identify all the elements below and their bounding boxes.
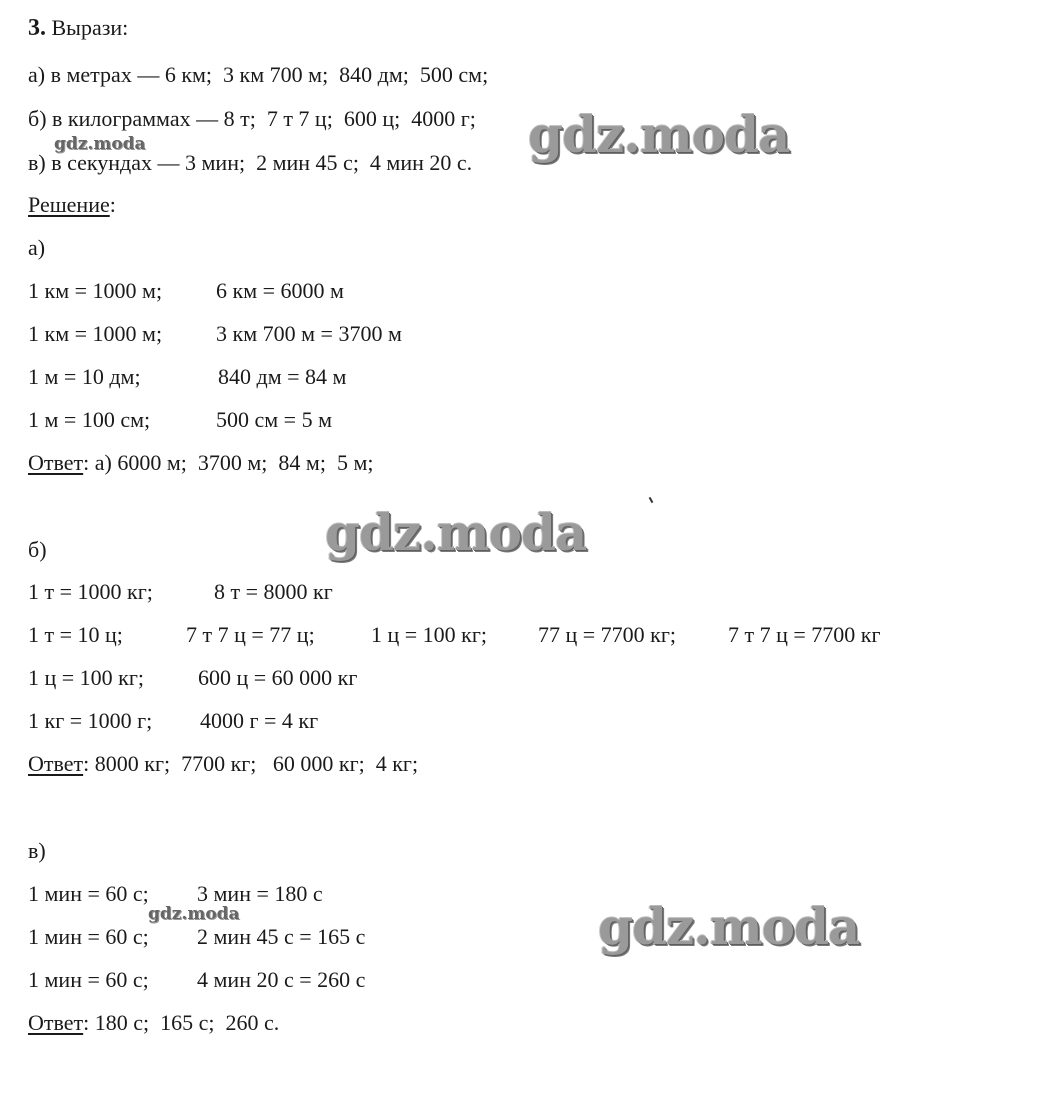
equation: 7 т 7 ц = 77 ц; [186, 622, 315, 647]
equation: 1 м = 10 дм; [28, 364, 141, 389]
part-a-answer [28, 452, 373, 474]
equation: 4 мин 20 с = 260 с [197, 967, 366, 992]
part-b-row [28, 581, 333, 603]
equation: 1 т = 10 ц; [28, 622, 123, 647]
watermark-small: gdz.moda [148, 904, 240, 924]
equation: 1 т = 1000 кг; [28, 579, 153, 604]
equation: 1 км = 1000 м; [28, 278, 163, 303]
equation: 1 км = 1000 м; [28, 321, 163, 346]
equation: 3 км 700 м = 3700 м [216, 321, 402, 346]
answer-label: Ответ [28, 450, 84, 475]
equation: 1 мин = 60 с; [28, 924, 149, 949]
equation: 4000 г = 4 кг [200, 708, 319, 733]
equation: 6 км = 6000 м [216, 278, 344, 303]
equation: 1 ц = 100 кг; [371, 622, 488, 647]
part-c-row [28, 883, 323, 905]
task-item-c: в) в секундах — 3 мин; 2 мин 45 с; 4 мин 20 с. [28, 150, 473, 175]
part-b-letter: б) [28, 537, 47, 562]
task-number: 3. [28, 15, 46, 41]
part-c-row [28, 969, 365, 991]
equation: 8 т = 8000 кг [214, 579, 333, 604]
part-a-row [28, 323, 402, 345]
watermark-small: gdz.moda [54, 134, 146, 154]
task-heading [28, 16, 128, 40]
equation: 840 дм = 84 м [218, 364, 347, 389]
answer-label: Ответ [28, 751, 84, 776]
watermark-large: gdz.moda [528, 105, 790, 164]
part-c-letter: в) [28, 838, 46, 863]
part-b-row [28, 624, 881, 646]
equation: 1 ц = 100 кг; [28, 665, 145, 690]
equation: 77 ц = 7700 кг; [538, 622, 677, 647]
part-b-answer [28, 753, 418, 775]
part-a-row [28, 366, 346, 388]
watermark-large: gdz.moda [598, 897, 860, 956]
part-a-row [28, 280, 344, 302]
part-a-row [28, 409, 332, 431]
part-b-row [28, 710, 318, 732]
equation: 1 м = 100 см; [28, 407, 151, 432]
equation: 2 мин 45 с = 165 с [197, 924, 366, 949]
equation: 3 мин = 180 с [197, 881, 323, 906]
equation: 7 т 7 ц = 7700 кг [728, 622, 881, 647]
part-a-letter: а) [28, 235, 46, 260]
answer-text: : 180 с; 165 с; 260 с. [83, 1010, 280, 1035]
task-item-b: б) в килограммах — 8 т; 7 т 7 ц; 600 ц; 4000 г; [28, 106, 476, 131]
watermark-large: gdz.moda [325, 503, 587, 562]
solution-label: Решение [28, 192, 110, 217]
task-item-a: а) в метрах — 6 км; 3 км 700 м; 840 дм; 500 см; [28, 62, 489, 87]
equation: 1 мин = 60 с; [28, 881, 149, 906]
solution-colon: : [109, 192, 116, 217]
answer-text: : а) 6000 м; 3700 м; 84 м; 5 м; [83, 450, 374, 475]
part-c-row [28, 926, 365, 948]
part-b-row [28, 667, 357, 689]
answer-text: : 8000 кг; 7700 кг; 60 000 кг; 4 кг; [83, 751, 419, 776]
solution-heading [28, 194, 116, 216]
task-title: Вырази: [51, 15, 129, 40]
equation: 500 см = 5 м [216, 407, 333, 432]
answer-label: Ответ [28, 1010, 84, 1035]
equation: 600 ц = 60 000 кг [198, 665, 358, 690]
equation: 1 мин = 60 с; [28, 967, 149, 992]
equation: 1 кг = 1000 г; [28, 708, 153, 733]
part-c-answer [28, 1012, 279, 1034]
scan-speck [649, 497, 654, 503]
